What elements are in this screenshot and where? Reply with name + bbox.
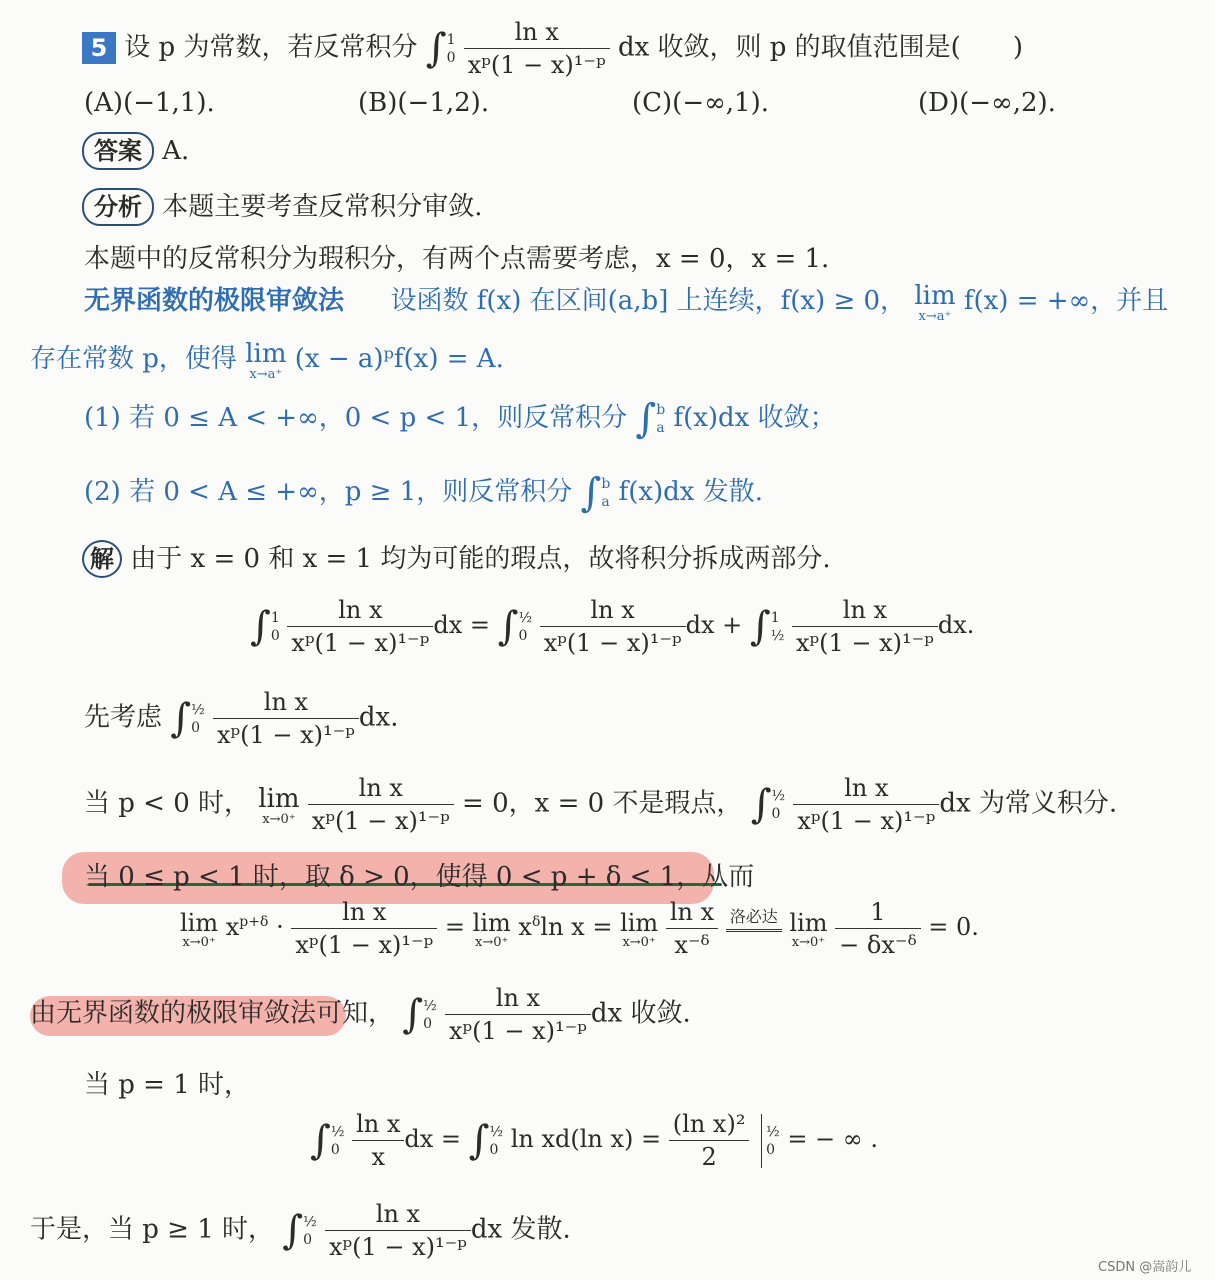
answer-text: A. [162, 136, 190, 166]
integrand-fraction [464, 18, 610, 79]
theorem-line1 [84, 280, 1168, 323]
integral-sign: ∫ [580, 470, 602, 516]
analysis-row [82, 186, 483, 226]
first-consider: 先考虑 ∫ ½ 0 $\frac{\text{ln x}}{\text{xᵖ(1 − x)¹⁻ᵖ}}$ dx. [84, 688, 399, 749]
problem-stem-suffix: dx 收敛，则 p 的取值范围是( ) [617, 32, 1023, 63]
integral-sign: ∫ [425, 25, 447, 72]
option-c: (C)(−∞,1). [632, 88, 769, 118]
theorem-line1-text: 设函数 f(x) 在区间(a,b] 上连续，f(x) ≥ 0， [390, 286, 907, 316]
watermark: CSDN @嵩韵儿 [1098, 1260, 1192, 1275]
lhospital-label: 洛必达 [726, 904, 782, 932]
option-d: (D)(−∞,2). [918, 88, 1056, 118]
integrand-numerator: ln x [464, 18, 610, 49]
integrand-denominator: xᵖ(1 − x)¹⁻ᵖ [467, 51, 606, 79]
analysis-line2: 本题中的反常积分为瑕积分，有两个点需要考虑，x = 0，x = 1. [84, 244, 830, 274]
integral-limits: 1 0 [446, 31, 456, 66]
analysis-tag: 分析 [82, 188, 154, 226]
solution-intro: 由于 x = 0 和 x = 1 均为可能的瑕点，故将积分拆成两部分. [130, 544, 831, 574]
solution-row [82, 538, 831, 578]
case-one-label: 当 p = 1 时， [84, 1070, 251, 1100]
final-conclusion: 于是，当 p ≥ 1 时， ∫ ½ 0 $\frac{\text{ln x}}{\text{xᵖ(1 − x)¹⁻ᵖ}}$ dx 发散. [30, 1200, 571, 1261]
theorem-line1-tail: f(x) = +∞，并且 [963, 286, 1169, 316]
case-one-equation: ∫ ½ 0 $\frac{\text{ln x}}{x}$ dx = ∫ ½ 0 ln xd(ln x) = $\frac{\text{(ln x)²}}{2}$ ½ 0 = − ∞ . [310, 1110, 879, 1171]
integral-sign: ∫ [635, 396, 657, 442]
theorem-case1: (1) 若 0 ≤ A < +∞，0 < p < 1，则反常积分 ∫ b a f(x)dx 收敛； [84, 396, 836, 442]
theorem-line2-lim: lim x→a⁺ [245, 339, 287, 382]
analysis-text: 本题主要考查反常积分审敛. [162, 192, 483, 222]
theorem-line2-text: 存在常数 p，使得 [30, 344, 237, 374]
theorem-line1-lim: lim x→a⁺ [914, 281, 956, 324]
option-b: (B)(−1,2). [358, 88, 490, 118]
answer-tag: 答案 [82, 132, 154, 170]
problem-stem-prefix: 设 p 为常数，若反常积分 [124, 32, 418, 63]
split-equation: ∫ 1 0 $\frac{\text{ln x}}{\text{xᵖ(1 − x)¹⁻ᵖ}}$ dx = ∫ ½ 0 $\frac{\text{ln x}}{\text{xᵖ(1 − x)¹⁻ᵖ}}$ dx + ∫ 1 ½ $\frac{\text{ln x}}{\text{xᵖ(1 − x)¹⁻ᵖ}}$ dx. [250, 596, 975, 657]
case-middle: 当 0 ≤ p < 1 时，取 δ > 0，使得 0 < p + δ < 1，从而 [84, 862, 755, 892]
problem-number-badge: 5 [82, 32, 116, 64]
theorem-title: 无界函数的极限审敛法 [84, 286, 345, 316]
limit-line: lim x→0⁺ $x^{p+\delta}$ · $\frac{\text{ln x}}{\text{xᵖ(1 − x)¹⁻ᵖ}}$ = lim x→0⁺ $x^\delta\ln$ x = lim x→0⁺ $\frac{\text{ln x}}{\text{x⁻ᵟ}}$ 洛必达 lim x→0⁺ $\frac{1}{\text{− δx⁻ᵟ}}$ = 0. [180, 898, 979, 959]
theorem-line2-tail: (x − a)ᵖf(x) = A. [294, 344, 504, 374]
conclusion-converge: 由无界函数的极限审敛法可知， ∫ ½ 0 $\frac{\text{ln x}}{\text{xᵖ(1 − x)¹⁻ᵖ}}$ dx 收敛. [30, 984, 691, 1045]
solution-tag: 解 [82, 540, 122, 578]
theorem-line2 [30, 338, 504, 381]
case-negative: 当 p < 0 时， lim x→0⁺ $\frac{\text{ln x}}{\text{xᵖ(1 − x)¹⁻ᵖ}}$ = 0，x = 0 不是瑕点， ∫ ½ 0 $\frac{\text{ln x}}{\text{xᵖ(1 − x)¹⁻ᵖ}}$ dx 为常义积分. [84, 774, 1118, 835]
answer-row [82, 132, 189, 170]
option-a: (A)(−1,1). [84, 88, 215, 118]
problem-row [82, 18, 1023, 79]
theorem-case2: (2) 若 0 < A ≤ +∞，p ≥ 1，则反常积分 ∫ b a f(x)dx 发散. [84, 470, 764, 516]
